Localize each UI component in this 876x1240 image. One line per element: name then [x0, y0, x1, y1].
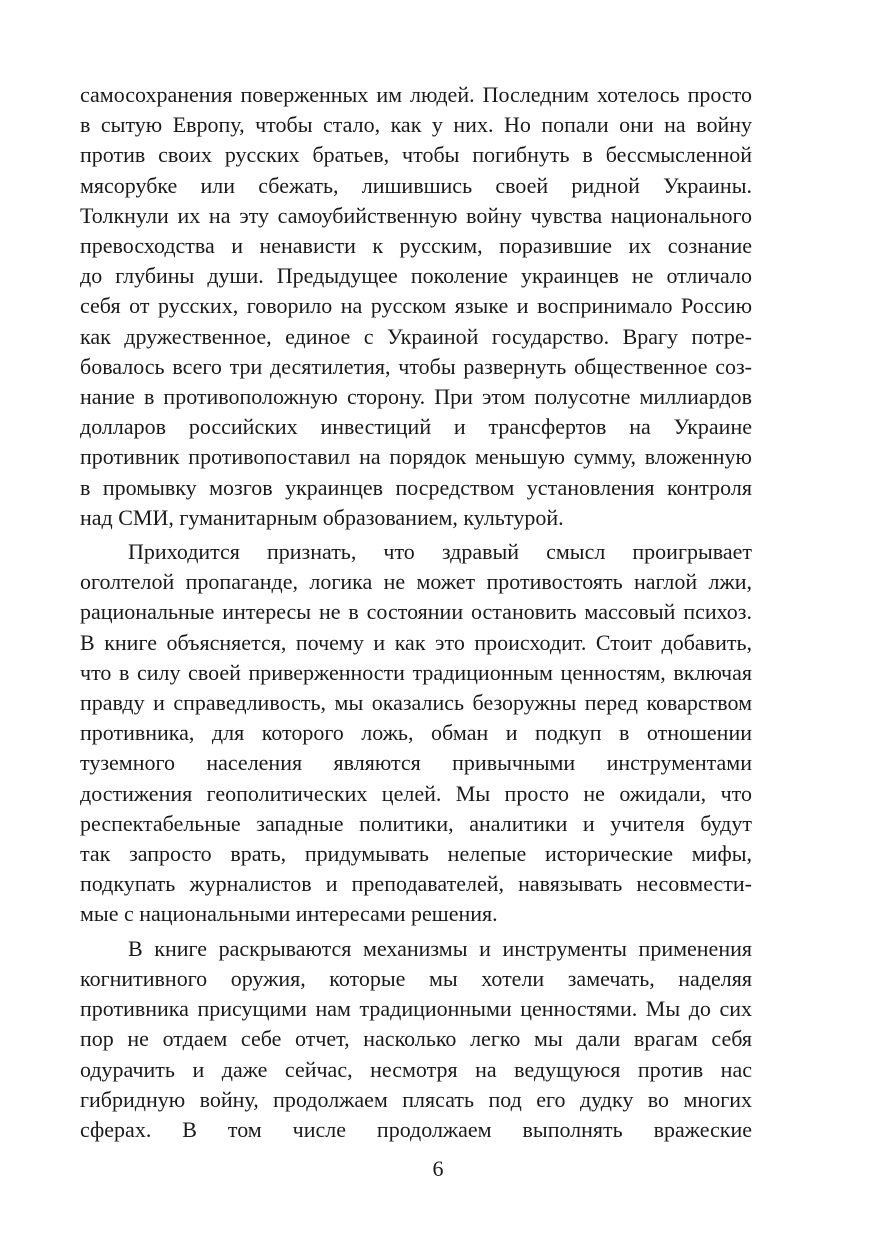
text-line: в промывку мозгов украинцев посредством установления контроля [80, 474, 752, 500]
text-line: рациональные интересы не в состоянии остановить массовый психоз. [80, 599, 752, 625]
text-line: одурачить и даже сейчас, несмотря на ведущуюся против нас [80, 1056, 752, 1082]
text-line: оголтелой пропаганде, логика не может противостоять наглой лжи, [80, 569, 752, 595]
text-line: против своих русских братьев, чтобы погибнуть в бессмысленной [80, 142, 752, 168]
text-line: Толкнули их на эту самоубийственную войну чувства национального [80, 202, 752, 228]
text-line: респектабельные западные политики, аналитики и учителя будут [80, 810, 752, 836]
text-line: противник противопоставил на порядок меньшую сумму, вложенную [80, 444, 752, 470]
text-line: достижения геополитических целей. Мы просто не ожидали, что [80, 780, 752, 806]
text-line: гибридную войну, продолжаем плясать под его дудку во многих [80, 1086, 752, 1112]
text-line: пор не отдаем себе отчет, насколько легко мы дали врагам себя [80, 1026, 752, 1052]
page-number: 6 [432, 1156, 444, 1181]
text-line: правду и справедливость, мы оказались безоружны перед коварством [80, 690, 752, 716]
text-line: туземного населения являются привычными инструментами [80, 750, 752, 776]
paragraph [80, 934, 752, 1145]
text-line: мясорубке или сбежать, лишившись своей ридной Украины. [80, 172, 752, 198]
text-line: мые с национальными интересами решения. [80, 901, 498, 927]
text-line: превосходства и ненависти к русским, поразившие их сознание [80, 233, 752, 259]
page-body [80, 80, 752, 1145]
paragraph [80, 80, 752, 533]
text-line: самосохранения поверженных им людей. Последним хотелось просто [80, 82, 752, 107]
text-line: так запросто врать, придумывать нелепые исторические мифы, [80, 841, 752, 867]
text-line: долларов российских инвестиций и трансфертов на Украине [80, 414, 752, 440]
text-line: себя от русских, говорило на русском языке и воспринимало Россию [80, 293, 752, 319]
text-line: противника, для которого ложь, обман и подкуп в отношении [80, 720, 752, 746]
text-line: бовалось всего три десятилетия, чтобы развернуть общественное соз- [80, 353, 752, 379]
text-line: подкупать журналистов и преподавателей, навязывать несовмести- [80, 871, 752, 897]
text-line: В книге объясняется, почему и как это происходит. Стоит добавить, [80, 629, 752, 655]
text-line: что в силу своей приверженности традиционным ценностям, включая [80, 659, 752, 685]
text-line: противника присущими нам традиционными ценностями. Мы до сих [80, 996, 752, 1022]
text-line: когнитивного оружия, которые мы хотели замечать, наделяя [80, 965, 752, 991]
text-line: в сытую Европу, чтобы стало, как у них. Но попали они на войну [80, 112, 752, 138]
text-line: как дружественное, единое с Украиной государство. Врагу потре- [80, 323, 752, 349]
text-line: сферах. В том числе продолжаем выполнять вражеские [80, 1116, 752, 1142]
text-line: Приходится признать, что здравый смысл проигрывает [128, 539, 752, 565]
paragraph [80, 537, 752, 930]
text-line: В книге раскрываются механизмы и инструменты применения [128, 935, 752, 961]
text-line: над СМИ, гуманитарным образованием, культурой. [80, 504, 564, 530]
text-line: нание в противоположную сторону. При этом полусотне миллиардов [80, 384, 752, 410]
text-line: до глубины души. Предыдущее поколение украинцев не отличало [80, 263, 752, 289]
